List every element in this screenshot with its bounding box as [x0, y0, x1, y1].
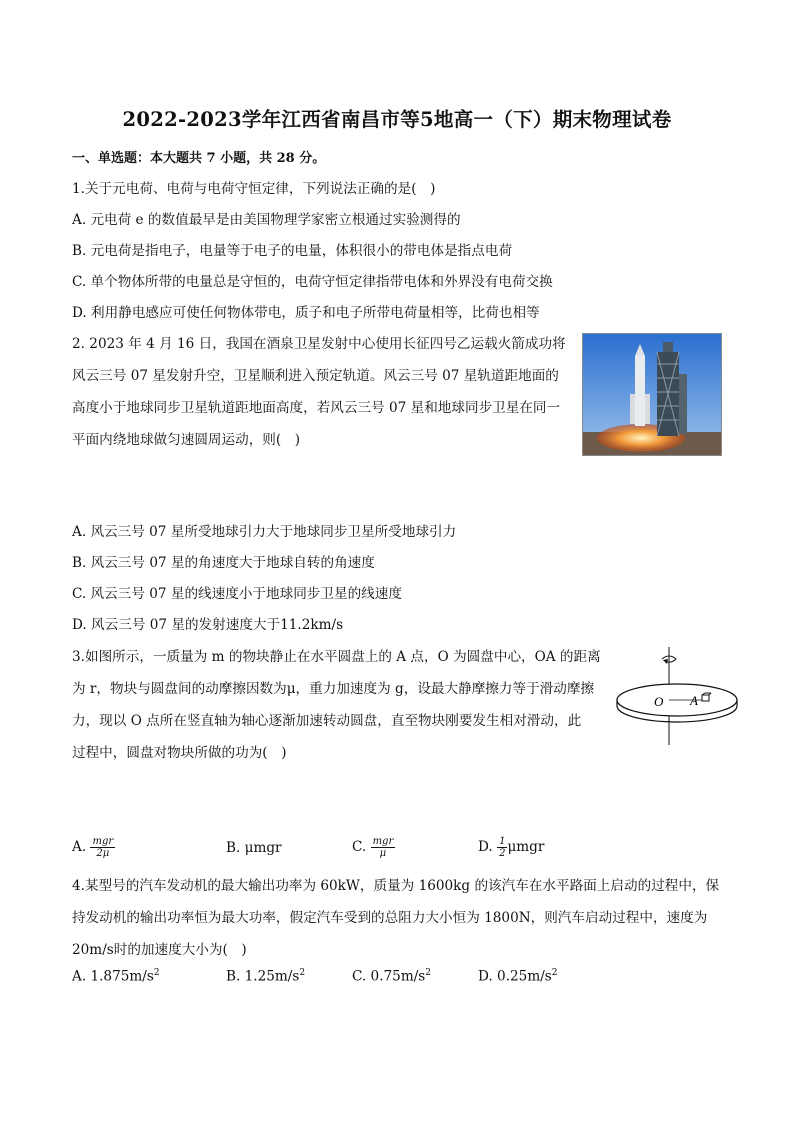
rocket-launch-photo	[582, 333, 722, 456]
q4-option-d: D. $0.25m/s^2$	[478, 968, 558, 985]
q1-option-b: B. 元电荷是指电子，电量等于电子的电量，体积很小的带电体是指点电荷	[72, 243, 513, 259]
section-heading: 一、单选题：本大题共 7 小题，共 28 分。	[72, 151, 326, 166]
q1-option-d: D. 利用静电感应可使任何物体带电，质子和电子所带电荷量相等，比荷也相等	[72, 305, 540, 321]
q1-option-a: A. 元电荷 e 的数值最早是由美国物理学家密立根通过实验测得的	[72, 212, 461, 228]
q3-option-d: D. $\frac{1}{2}$ μmgr	[478, 836, 545, 859]
page-title: 2022-2023学年江西省南昌市等5地高一（下）期末物理试卷	[122, 108, 672, 131]
fraction: $\frac{\text{mgr}}{\mu}$	[372, 836, 394, 859]
q3-stem-line1: 3.如图所示，一质量为 m 的物块静止在水平圆盘上的 A 点，O 为圆盘中心，OA 的距离	[72, 649, 601, 665]
label-o: O	[654, 694, 664, 709]
q3-stem-line2: 为 r，物块与圆盘间的动摩擦因数为μ，重力加速度为 g，设最大静摩擦力等于滑动摩擦	[72, 681, 595, 697]
q3-option-b: B. μmgr	[226, 840, 282, 856]
q2-stem-line2: 风云三号 07 星发射升空，卫星顺利进入预定轨道。风云三号 07 星轨道距地面的	[72, 368, 559, 384]
q4-option-b: B. $1.25m/s^2$	[226, 968, 306, 985]
q2-option-d: D. 风云三号 07 星的发射速度大于11.2km/s	[72, 617, 344, 633]
q2-option-b: B. 风云三号 07 星的角速度大于地球自转的角速度	[72, 555, 375, 571]
q2-stem-line4: 平面内绕地球做匀速圆周运动，则( )	[72, 432, 301, 448]
q4-stem-line2: 持发动机的输出功率恒为最大功率，假定汽车受到的总阻力大小恒为 1800N，则汽车启动过程中，速度为	[72, 910, 708, 926]
q2-stem-line1: 2. 2023 年 4 月 16 日，我国在酒泉卫星发射中心使用长征四号乙运载火箭成功将	[72, 336, 566, 352]
q2-stem-line3: 高度小于地球同步卫星轨道距地面高度，若风云三号 07 星和地球同步卫星在同一	[72, 400, 561, 416]
q1-option-c: C. 单个物体所带的电量总是守恒的，电荷守恒定律指带电体和外界没有电荷交换	[72, 274, 553, 290]
q4-stem-line3: 20m/s时的加速度大小为( )	[72, 942, 247, 958]
q3-stem-line4: 过程中，圆盘对物块所做的功为( )	[72, 745, 287, 761]
fraction: $\frac{1}{2}$	[499, 836, 506, 859]
q4-option-a: A. $1.875m/s^2$	[72, 968, 160, 985]
q4-stem-line1: 4.某型号的汽车发动机的最大输出功率为 60kW，质量为 1600kg 的该汽车在水平路面上启动的过程中，保	[72, 878, 720, 894]
q1-stem: 1.关于元电荷、电荷与电荷守恒定律，下列说法正确的是( )	[72, 181, 436, 197]
rotating-disc-diagram	[610, 645, 745, 750]
q2-option-a: A. 风云三号 07 星所受地球引力大于地球同步卫星所受地球引力	[72, 524, 457, 540]
fraction: $\frac{\text{mgr}}{2\mu}$	[92, 836, 114, 859]
label-a: A	[690, 693, 698, 708]
q3-option-c: C. $\frac{\text{mgr}}{\mu}$	[352, 836, 394, 859]
q3-stem-line3: 力，现以 O 点所在竖直轴为轴心逐渐加速转动圆盘，直至物块刚要发生相对滑动，此	[72, 713, 582, 729]
q3-option-a: A. $\frac{\text{mgr}}{2\mu}$	[72, 836, 114, 859]
q4-option-c: C. $0.75m/s^2$	[352, 968, 432, 985]
q2-option-c: C. 风云三号 07 星的线速度小于地球同步卫星的线速度	[72, 586, 402, 602]
